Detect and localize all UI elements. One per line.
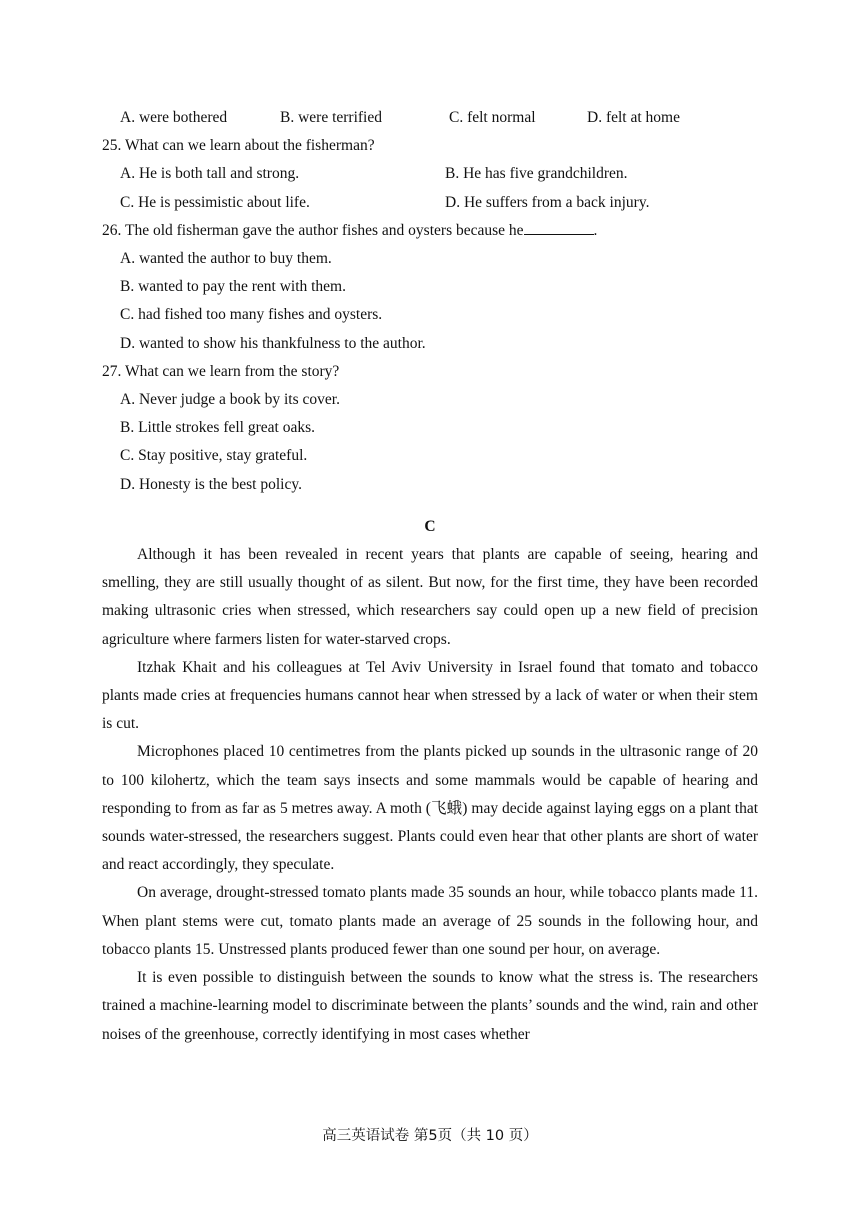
page-footer: 高三英语试卷 第5页（共 10 页） [322,1128,538,1144]
passage-paragraph: Itzhak Khait and his colleagues at Tel Aviv University in Israel found that tomato and tobacco plants made cries at frequencies humans cannot hear when stressed by a lack of water or when their stem is cut. [102,658,758,733]
q27-option-b: B. Little strokes fell great oaks. [120,419,315,437]
section-heading: C [424,517,436,535]
q24-option-b: B. were terrified [280,109,382,126]
q27-option-d: D. Honesty is the best policy. [120,475,302,493]
q25-option-d: D. He suffers from a back injury. [445,193,650,211]
answer-blank [524,220,594,235]
q27-option-c: C. Stay positive, stay grateful. [120,447,308,465]
q25-option-c: C. He is pessimistic about life. [120,193,310,211]
passage-paragraph: On average, drought-stressed tomato plants made 35 sounds an hour, while tobacco plants made 11. When plant stems were cut, tomato plants made an average of 25 sounds in the following hour, and tobacco plants 15. Unstressed plants produced fewer than one sound per hour, on average. [102,884,758,958]
q25-options-row1 [102,160,758,188]
q27-option-a: A. Never judge a book by its cover. [120,391,340,409]
q26-stem-text: 26. The old fisherman gave the author fishes and oysters because he [102,221,524,239]
q27-stem: 27. What can we learn from the story? [102,362,340,380]
q26-option-c: C. had fished too many fishes and oysters. [120,306,383,324]
passage-paragraph: It is even possible to distinguish between the sounds to know what the stress is. The researchers trained a machine-learning model to discriminate between the plants’ sounds and the wind, rain and other noises of the greenhouse, correctly identifying in most cases whether [102,969,758,1043]
page-content [102,104,758,1049]
q26-option-b: B. wanted to pay the rent with them. [120,278,346,296]
q25-option-a: A. He is both tall and strong. [120,165,300,183]
q24-option-c: C. felt normal [449,109,536,126]
q25-options-row2 [102,189,758,217]
q26-option-a: A. wanted the author to buy them. [120,250,332,268]
q24-options [102,104,758,132]
q25-stem: 25. What can we learn about the fisherman? [102,137,375,155]
q24-option-a: A. were bothered [120,109,228,126]
passage-paragraph: Microphones placed 10 centimetres from the plants picked up sounds in the ultrasonic range of 20 to 100 kilohertz, which the team says insects and some mammals would be capable of hearing and responding to from as far as 5 metres away. A moth (飞蛾) may decide against laying eggs on a plant that sounds water-stressed, the researchers suggest. Plants could even hear that other plants are short of water and react accordingly, they speculate. [102,743,758,874]
q26-stem-end: . [593,221,598,239]
q24-option-d: D. felt at home [587,109,680,126]
q25-option-b: B. He has five grandchildren. [445,165,628,183]
passage-paragraph: Although it has been revealed in recent years that plants are capable of seeing, hearing and smelling, they are still usually thought of as silent. But now, for the first time, they have been recorded making ultrasonic cries when stressed, which researchers say could open up a new field of precision agriculture where farmers listen for water-starved crops. [102,546,758,648]
q26-stem [102,217,758,245]
q26-option-d: D. wanted to show his thankfulness to the author. [120,334,426,352]
